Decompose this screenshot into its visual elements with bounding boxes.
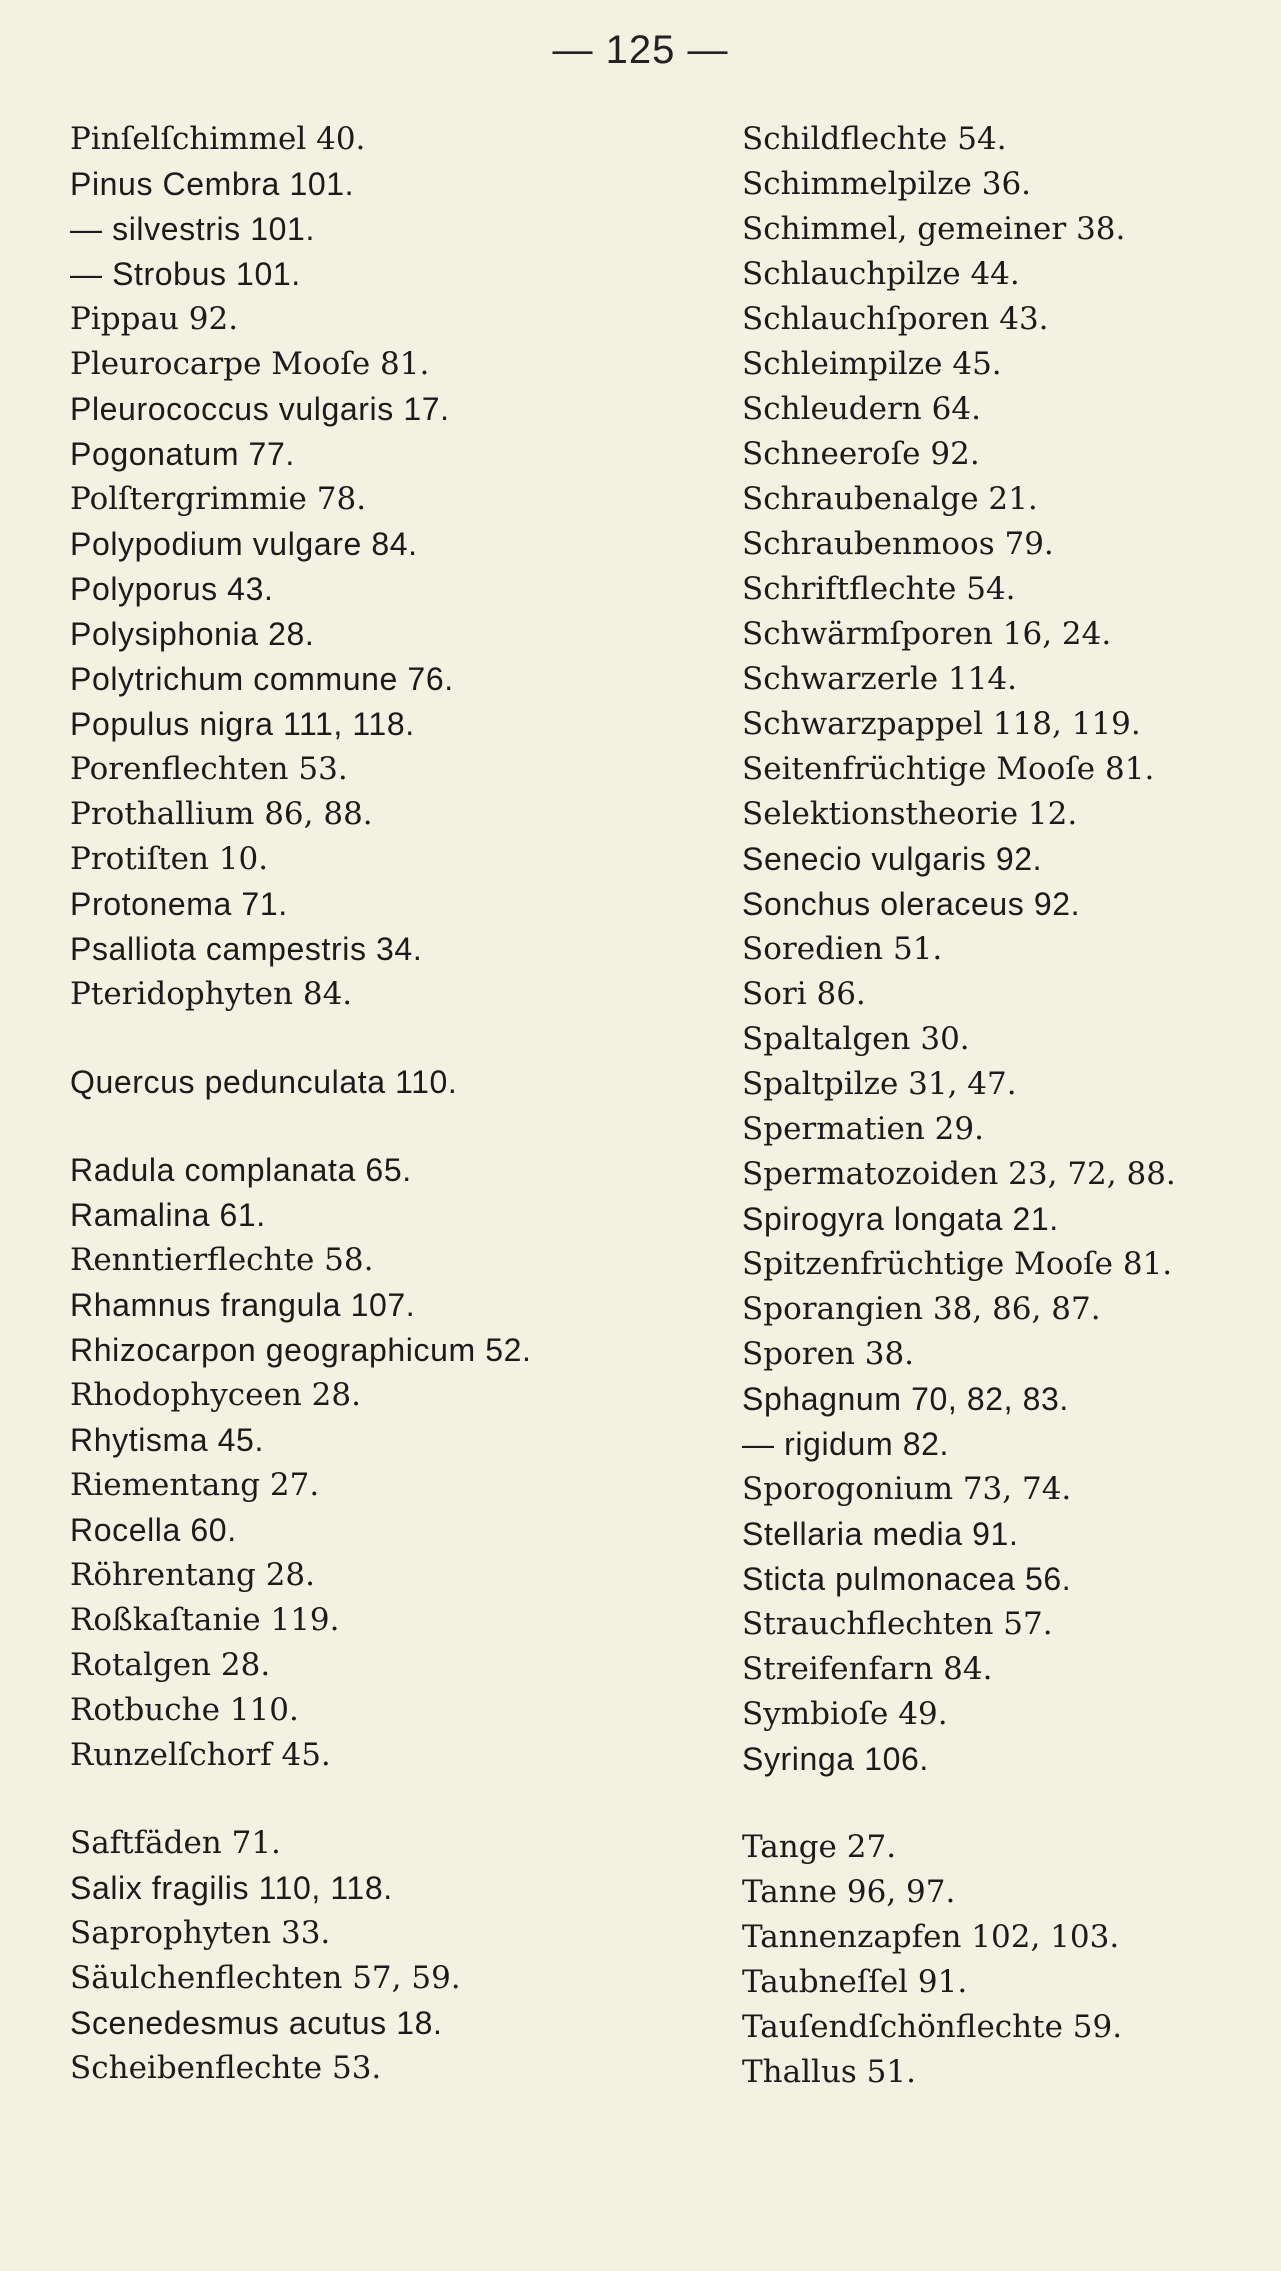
index-column-right [742,117,1262,2095]
index-column-left [70,117,660,2091]
index-entry: Pippau 92. [70,301,239,337]
index-entry: Spaltalgen 30. [742,1021,970,1057]
index-entry: Tauſendſchönflechte 59. [742,2009,1123,2045]
index-entry: Spaltpilze 31, 47. [742,1066,1017,1102]
index-entry: Rhamnus frangula 107. [70,1287,416,1323]
index-entry: Schleimpilze 45. [742,346,1002,382]
index-entry: Schlauchſporen 43. [742,301,1049,337]
index-entry: Syringa 106. [742,1741,929,1777]
index-entry: Psalliota campestris 34. [70,931,423,967]
index-entry: Polysiphonia 28. [70,616,315,652]
index-entry: Sticta pulmonacea 56. [742,1561,1072,1597]
index-entry: Salix fragilis 110, 118. [70,1870,393,1906]
index-entry: Prothallium 86, 88. [70,796,373,832]
index-entry: Pteridophyten 84. [70,976,353,1012]
index-entry: Rocella 60. [70,1512,237,1548]
index-entry: Seitenfrüchtige Mooſe 81. [742,751,1155,787]
index-entry: Scheibenflechte 53. [70,2050,382,2086]
index-entry: Sporangien 38, 86, 87. [742,1291,1101,1327]
index-entry: — rigidum 82. [742,1426,949,1462]
index-entry: Symbioſe 49. [742,1696,948,1732]
index-entry: Taubneſſel 91. [742,1964,968,2000]
index-entry: Schraubenalge 21. [742,481,1038,517]
index-entry: Selektionstheorie 12. [742,796,1078,832]
index-entry: Stellaria media 91. [742,1516,1019,1552]
index-entry: Spirogyra longata 21. [742,1201,1059,1237]
index-entry: Schimmel, gemeiner 38. [742,211,1126,247]
index-entry: Schneeroſe 92. [742,436,980,472]
index-entry: Riementang 27. [70,1467,320,1503]
index-entry: Tannenzapfen 102, 103. [742,1919,1120,1955]
index-entry: — Strobus 101. [70,256,301,292]
index-entry: Ramalina 61. [70,1197,266,1233]
index-entry: Schleudern 64. [742,391,981,427]
index-entry: Säulchenflechten 57, 59. [70,1960,461,1996]
index-entry: Pogonatum 77. [70,436,295,472]
index-entry: Tange 27. [742,1829,897,1865]
index-entry: Runzelſchorf 45. [70,1737,331,1773]
index-entry: Sphagnum 70, 82, 83. [742,1381,1069,1417]
index-entry: Schildflechte 54. [742,121,1007,157]
index-entry: Schwärmſporen 16, 24. [742,616,1112,652]
index-entry: Schraubenmoos 79. [742,526,1054,562]
index-entry: Polyporus 43. [70,571,274,607]
index-entry: Pinus Cembra 101. [70,166,355,202]
index-entry: Tanne 96, 97. [742,1874,956,1910]
index-entry: Sori 86. [742,976,866,1012]
index-entry: Streifenfarn 84. [742,1651,993,1687]
index-entry: Saftfäden 71. [70,1825,281,1861]
index-entry: Sonchus oleraceus 92. [742,886,1081,922]
index-entry: Renntierflechte 58. [70,1242,374,1278]
index-entry: Rhytisma 45. [70,1422,264,1458]
index-entry: Protonema 71. [70,886,288,922]
index-entry: Protiſten 10. [70,841,269,877]
index-entry: Strauchflechten 57. [742,1606,1053,1642]
index-entry: Pleurococcus vulgaris 17. [70,391,450,427]
index-entry: Senecio vulgaris 92. [742,841,1043,877]
index-entry: Radula complanata 65. [70,1152,412,1188]
index-entry: Sporogonium 73, 74. [742,1471,1072,1507]
index-entry: Polſtergrimmie 78. [70,481,367,517]
index-entry: Rotbuche 110. [70,1692,299,1728]
index-entry: Thallus 51. [742,2054,916,2090]
index-entry: Schwarzpappel 118, 119. [742,706,1141,742]
index-entry: Quercus pedunculata 110. [70,1064,458,1100]
index-entry: Spitzenfrüchtige Mooſe 81. [742,1246,1173,1282]
index-entry: Scenedesmus acutus 18. [70,2005,443,2041]
page-number: — 125 — [552,28,729,72]
index-entry: — silvestris 101. [70,211,315,247]
index-entry: Schwarzerle 114. [742,661,1018,697]
index-entry: Schriftflechte 54. [742,571,1016,607]
index-entry: Pleurocarpe Mooſe 81. [70,346,430,382]
index-entry: Spermatozoiden 23, 72, 88. [742,1156,1176,1192]
index-entry: Roßkaſtanie 119. [70,1602,340,1638]
index-entry: Schimmelpilze 36. [742,166,1032,202]
index-entry: Polypodium vulgare 84. [70,526,418,562]
index-entry: Polytrichum commune 76. [70,661,454,697]
index-entry: Rhizocarpon geographicum 52. [70,1332,532,1368]
index-entry: Sporen 38. [742,1336,915,1372]
index-entry: Saprophyten 33. [70,1915,331,1951]
index-entry: Rhodophyceen 28. [70,1377,361,1413]
index-entry: Populus nigra 111, 118. [70,706,415,742]
index-entry: Rotalgen 28. [70,1647,271,1683]
index-entry: Röhrentang 28. [70,1557,316,1593]
index-entry: Pinſelſchimmel 40. [70,121,366,157]
index-entry: Soredien 51. [742,931,943,967]
index-entry: Porenflechten 53. [70,751,348,787]
index-entry: Schlauchpilze 44. [742,256,1020,292]
index-entry: Spermatien 29. [742,1111,984,1147]
